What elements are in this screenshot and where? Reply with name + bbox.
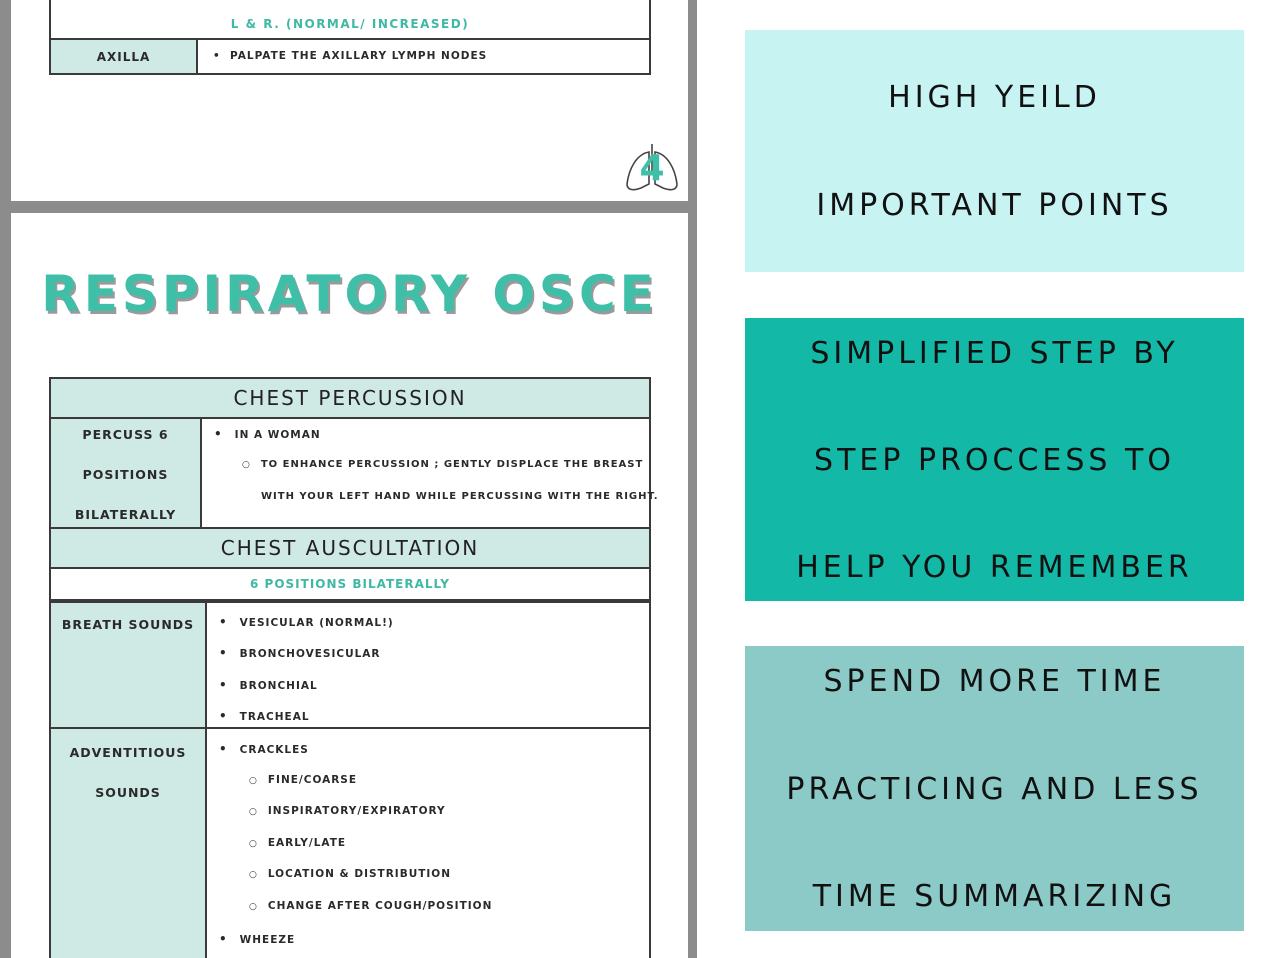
- adventitious-label-line2: SOUNDS: [95, 785, 161, 800]
- breath-sounds-list: [205, 601, 651, 727]
- list-item: • WHEEZE: [219, 932, 295, 946]
- card-line: STEP PROCCESS TO: [814, 443, 1175, 478]
- breath-sounds-label-cell: [49, 601, 207, 727]
- card-line: HIGH YEILD: [888, 80, 1101, 115]
- card-line: TIME SUMMARIZING: [812, 879, 1177, 914]
- auscultation-subheader: 6 POSITIONS BILATERALLY: [49, 569, 651, 601]
- card-line: IMPORTANT POINTS: [816, 188, 1173, 223]
- svg-text:4: 4: [639, 148, 665, 189]
- axilla-label: AXILLA: [51, 40, 198, 73]
- card-line: HELP YOU REMEMBER: [796, 550, 1193, 585]
- list-subitem: ○ CHANGE AFTER COUGH/POSITION: [249, 900, 492, 912]
- list-subitem: ○ LOCATION & DISTRIBUTION: [249, 868, 451, 880]
- document-page-current: [11, 213, 688, 958]
- feature-card-practice: [745, 646, 1244, 931]
- list-item: • TRACHEAL: [219, 709, 310, 723]
- breath-sounds-label: BREATH SOUNDS: [61, 617, 195, 632]
- card-line: PRACTICING AND LESS: [786, 772, 1203, 807]
- adventitious-label-cell: [49, 727, 207, 958]
- card-line: SPEND MORE TIME: [823, 664, 1166, 699]
- percussion-header: CHEST PERCUSSION: [49, 377, 651, 419]
- card-line: SIMPLIFIED STEP BY: [810, 336, 1179, 371]
- percussion-left-line3: BILATERALLY: [74, 507, 177, 522]
- list-subitem: ○ FINE/COARSE: [249, 774, 357, 786]
- percussion-left-cell: [49, 419, 202, 527]
- percussion-right-cell: [200, 419, 659, 527]
- feature-card-simplified: [745, 318, 1244, 601]
- table-row-axilla: [49, 38, 651, 75]
- auscultation-header: CHEST AUSCULTATION: [49, 527, 651, 569]
- percussion-left-line2: POSITIONS: [82, 467, 169, 482]
- percussion-sub-line2: WITH YOUR LEFT HAND WHILE PERCUSSING WITH THE RIGHT.: [261, 491, 659, 502]
- axilla-bullet: • PALPATE THE AXILLARY LYMPH NODES: [213, 50, 488, 62]
- list-item: • BRONCHIAL: [219, 678, 318, 692]
- list-subitem: ○ EARLY/LATE: [249, 837, 346, 849]
- percussion-bullet: • IN A WOMAN: [214, 427, 321, 441]
- feature-card-high-yield: [745, 30, 1244, 272]
- percussion-left-line1: PERCUSS 6: [82, 427, 169, 442]
- table-subheading: L & R. (NORMAL/ INCREASED): [230, 17, 470, 31]
- list-subitem: ○ INSPIRATORY/EXPIRATORY: [249, 805, 446, 817]
- page-title: RESPIRATORY OSCE: [41, 265, 658, 323]
- list-item: • BRONCHOVESICULAR: [219, 646, 381, 660]
- document-page-previous: [11, 0, 688, 201]
- percussion-sub-line1: ○ TO ENHANCE PERCUSSION ; GENTLY DISPLACE THE BREAST: [242, 459, 643, 470]
- list-item: • VESICULAR (NORMAL!): [219, 615, 394, 629]
- lungs-logo-icon: [623, 144, 681, 194]
- adventitious-list: [205, 727, 651, 958]
- adventitious-label-line1: ADVENTITIOUS: [69, 745, 187, 760]
- list-item: • CRACKLES: [219, 742, 309, 756]
